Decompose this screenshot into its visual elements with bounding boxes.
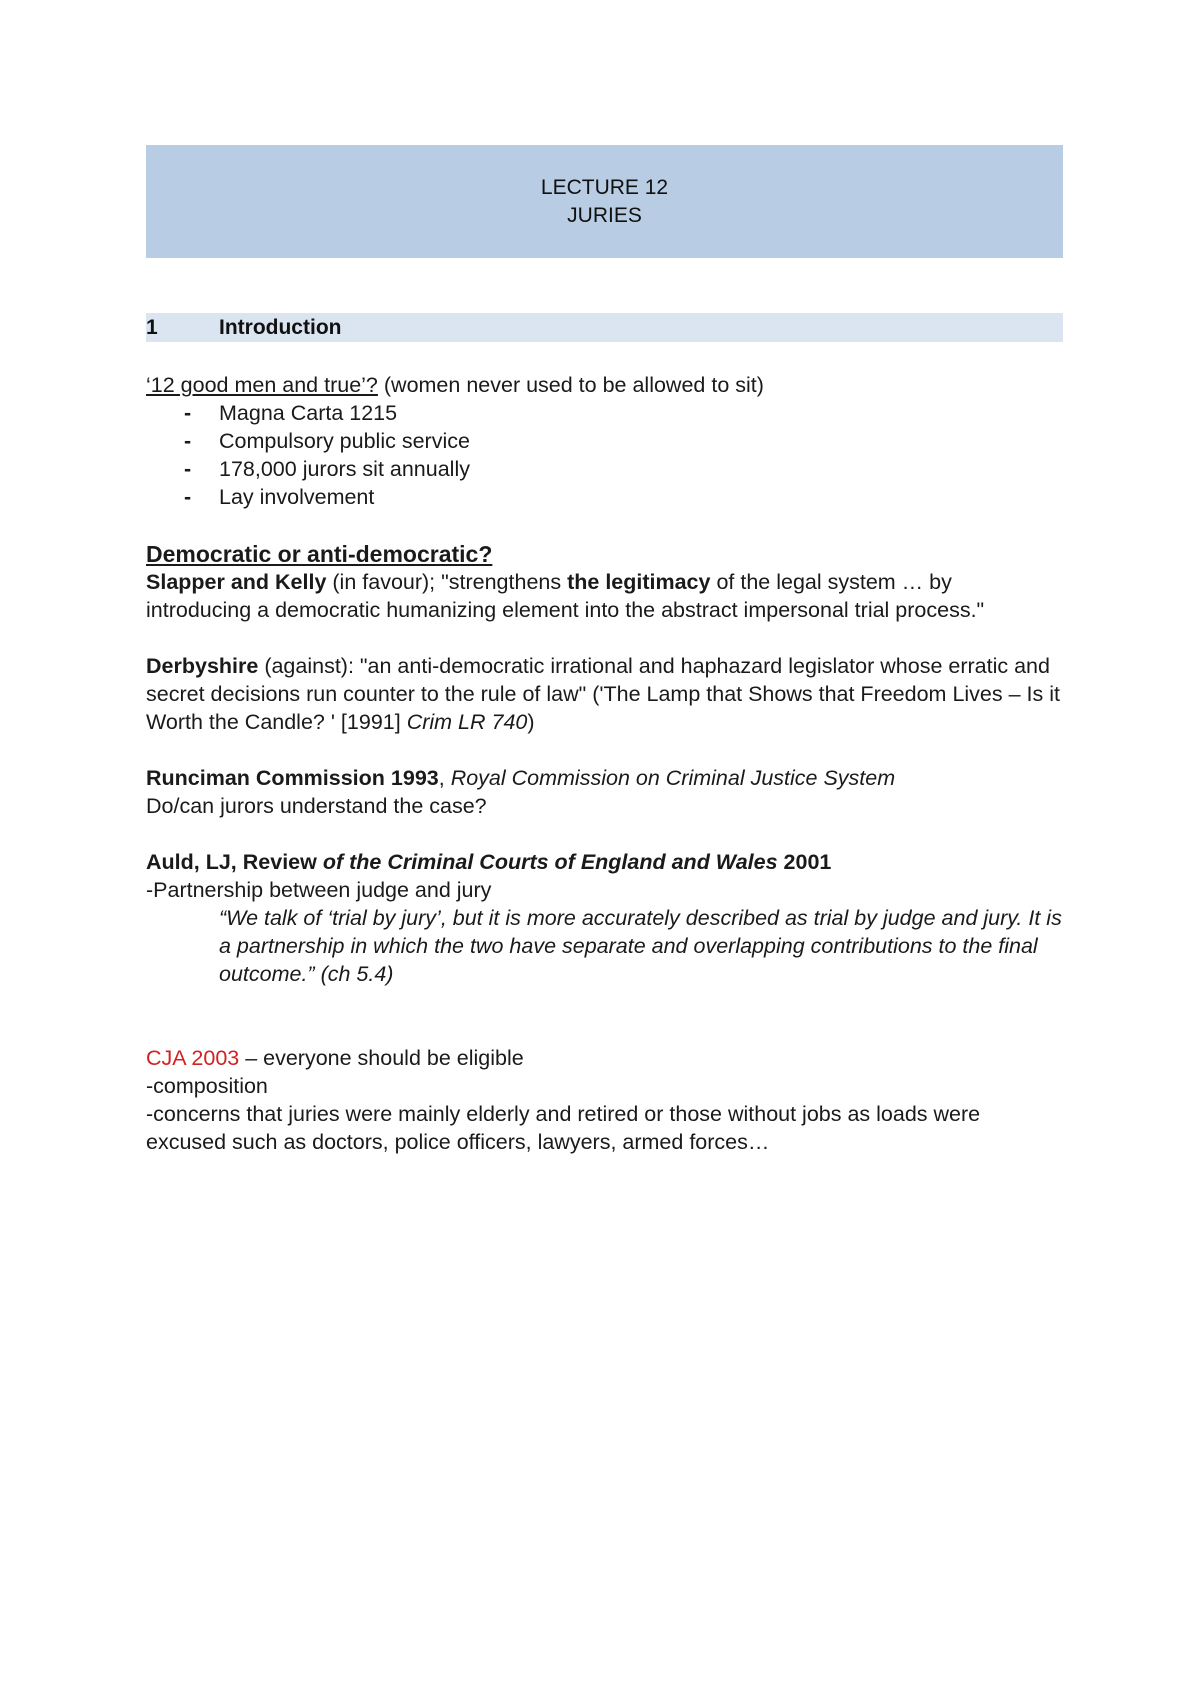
dash-bullet-icon: - [184,457,192,481]
derbyshire-text-b: ) [527,710,535,734]
list-item [146,399,1063,427]
cja-concerns: -concerns that juries were mainly elderly and retired or those without jobs as loads were excused such as doctors, police officers, lawyers, armed forces… [146,1102,981,1154]
list-item [146,483,1063,511]
auld-name: Auld, LJ, Review [146,850,323,874]
list-item-text: Compulsory public service [219,429,470,453]
cja-text: – everyone should be eligible [239,1046,524,1070]
intro-rest: (women never used to be allowed to sit) [377,373,764,397]
runciman-sep: , [438,766,451,790]
section-heading-bar [146,313,1063,342]
slapper-emphasis: the legitimacy [567,570,711,594]
list-item-text: 178,000 jurors sit annually [219,457,470,481]
derbyshire-name: Derbyshire [146,654,259,678]
auld-year: 2001 [777,850,832,874]
dash-bullet-icon: - [184,485,192,509]
body-text [146,371,1063,1156]
auld-heading [146,848,1063,876]
section-number: 1 [146,316,158,339]
runciman-name: Runciman Commission 1993 [146,766,439,790]
dash-bullet-icon: - [184,401,192,425]
slapper-text-b: of the legal system … by introducing a democratic humanizing element into the abstract impersonal trial process." [146,570,985,622]
auld-review-title: of the Criminal Courts of England and Wales [322,850,778,874]
dash-bullet-icon: - [184,429,192,453]
derbyshire-text-a: (against): "an anti-democratic irrational and haphazard legislator whose erratic and secret decisions run counter to the rule of law" ('The Lamp that Shows that Freedom Lives – Is it Worth the Candle? ' [1991] [146,654,1060,734]
derbyshire-citation: Crim LR 740 [406,710,528,734]
slapper-paragraph [146,568,1063,624]
lecture-title: JURIES [567,203,642,227]
auld-quote: “We talk of ‘trial by jury’, but it is more accurately described as trial by judge and jury. It is a partnership in which the two have separate and overlapping contributions to the final outcome.” (ch 5.4) [219,906,1062,986]
list-item-text: Magna Carta 1215 [219,401,398,425]
runciman-question: Do/can jurors understand the case? [146,794,487,818]
auld-partnership: -Partnership between judge and jury [146,878,492,902]
intro-bullet-list [146,399,1063,511]
cja-label: CJA 2003 [146,1046,240,1070]
intro-phrase: ‘12 good men and true’? [146,373,378,397]
slapper-text-a: (in favour); "strengthens [326,570,568,594]
list-item [146,455,1063,483]
list-item-text: Lay involvement [219,485,375,509]
democratic-heading: Democratic or anti-democratic? [146,541,493,567]
lecture-number: LECTURE 12 [540,175,669,199]
intro-line [146,371,1063,399]
section-title: Introduction [219,316,342,339]
cja-line [146,1044,1063,1072]
runciman-line [146,764,1063,792]
slapper-name: Slapper and Kelly [146,570,327,594]
list-item [146,427,1063,455]
derbyshire-paragraph [146,652,1063,736]
runciman-commission-title: Royal Commission on Criminal Justice System [450,766,896,790]
title-box [146,145,1063,258]
cja-composition: -composition [146,1074,268,1098]
